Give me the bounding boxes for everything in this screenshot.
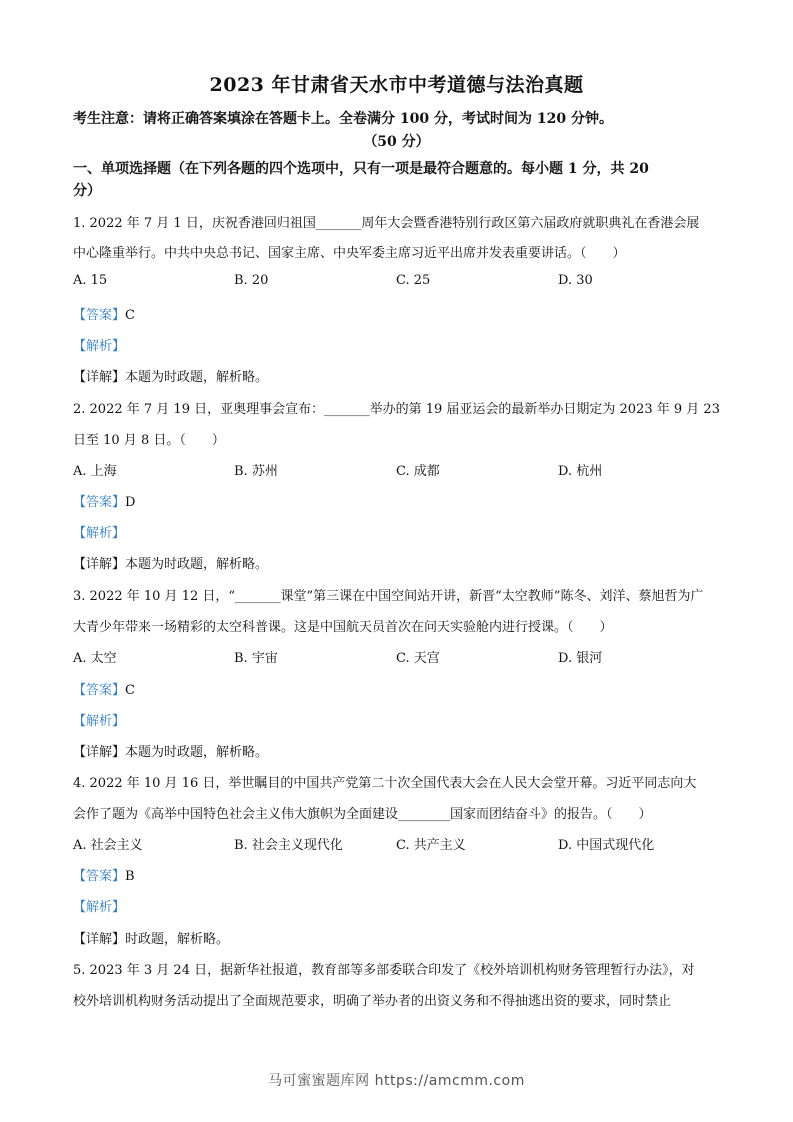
question-2-line-2: 日至 10 月 8 日。（ ） [73, 433, 225, 448]
detail-label: 【详解】 [73, 932, 126, 947]
option-d: D. 银河 [558, 651, 603, 666]
detail-label: 【详解】 [73, 745, 126, 760]
option-c: C. 25 [396, 273, 431, 288]
question-4-analysis [73, 896, 733, 915]
answer-value: C [125, 308, 135, 323]
answer-tag: 【答案】 [73, 308, 126, 323]
option-c: C. 天宫 [396, 651, 440, 666]
question-2-line-1: 2. 2022 年 7 月 19 日，亚奥理事会宣布：_______举办的第 19 届亚运会的最新举办日期定为 2023 年 9 月 23 [73, 402, 720, 417]
question-5-line-2: 校外培训机构财务活动提出了全面规范要求，明确了举办者的出资义务和不得抽逃出资的要求，同时禁止 [73, 994, 672, 1009]
option-c: C. 成都 [396, 464, 440, 479]
analysis-tag: 【解析】 [73, 526, 126, 541]
question-2-answer [73, 491, 733, 510]
score-note: （50 分） [363, 134, 430, 150]
site-watermark: 马可蜜蜜题库网 https://amcmm.com [268, 1073, 525, 1089]
question-3-line-1: 3. 2022 年 10 月 12 日，“_______课堂”第三课在中国空间站开讲，新晋“太空教师”陈冬、刘洋、蔡旭哲为广 [73, 589, 704, 604]
option-a: A. 15 [73, 273, 108, 288]
question-2-analysis [73, 522, 733, 541]
question-1-line-2: 中心隆重举行。中共中央总书记、国家主席、中央军委主席习近平出席并发表重要讲话。（ ） [73, 246, 626, 261]
option-b: B. 社会主义现代化 [234, 838, 343, 853]
option-d: D. 中国式现代化 [558, 838, 655, 853]
answer-value: D [125, 495, 136, 510]
question-1-line-1: 1. 2022 年 7 月 1 日，庆祝香港回归祖国_______周年大会暨香港特别行政区第六届政府就职典礼在香港会展 [73, 216, 700, 231]
option-b: B. 宇宙 [234, 651, 278, 666]
question-1-analysis [73, 335, 733, 354]
option-c: C. 共产主义 [396, 838, 466, 853]
option-b: B. 20 [234, 273, 269, 288]
option-d: D. 杭州 [558, 464, 603, 479]
detail-text: 本题为时政题，解析略。 [125, 745, 269, 760]
option-a: A. 上海 [73, 464, 117, 479]
section-heading-cont: 分） [73, 183, 101, 199]
answer-tag: 【答案】 [73, 683, 126, 698]
analysis-tag: 【解析】 [73, 714, 126, 729]
detail-label: 【详解】 [73, 370, 126, 385]
analysis-tag: 【解析】 [73, 900, 126, 915]
exam-notice: 考生注意：请将正确答案填涂在答题卡上。全卷满分 100 分，考试时间为 120 分钟。 [73, 111, 613, 127]
question-3-detail [73, 741, 733, 760]
option-b: B. 苏州 [234, 464, 278, 479]
question-5-line-1: 5. 2023 年 3 月 24 日，据新华社报道，教育部等多部委联合印发了《校外培训机构财务管理暂行办法》，对 [73, 963, 695, 978]
option-a: A. 太空 [73, 651, 117, 666]
section-heading: 一、单项选择题（在下列各题的四个选项中，只有一项是最符合题意的。每小题 1 分，共 20 [73, 161, 649, 177]
detail-text: 本题为时政题，解析略。 [125, 557, 269, 572]
question-4-detail [73, 928, 733, 947]
answer-value: C [125, 683, 135, 698]
question-4-line-2: 会作了题为《高举中国特色社会主义伟大旗帜为全面建设________国家而团结奋斗》的报告。（ ） [73, 807, 652, 822]
question-2-detail [73, 553, 733, 572]
question-4-line-1: 4. 2022 年 10 月 16 日，举世瞩目的中国共产党第二十次全国代表大会在人民大会堂开幕。习近平同志向大 [73, 776, 697, 791]
answer-tag: 【答案】 [73, 495, 126, 510]
question-4-answer [73, 865, 733, 884]
answer-tag: 【答案】 [73, 869, 126, 884]
option-d: D. 30 [558, 273, 593, 288]
option-a: A. 社会主义 [73, 838, 143, 853]
question-1-answer [73, 304, 733, 323]
question-3-answer [73, 679, 733, 698]
question-3-analysis [73, 710, 733, 729]
question-3-line-2: 大青少年带来一场精彩的太空科普课。这是中国航天员首次在问天实验舱内进行授课。（ ） [73, 620, 613, 635]
page-title: 2023 年甘肃省天水市中考道德与法治真题 [209, 74, 584, 96]
question-1-detail [73, 366, 733, 385]
answer-value: B [125, 869, 135, 884]
detail-text: 本题为时政题，解析略。 [125, 370, 269, 385]
analysis-tag: 【解析】 [73, 339, 126, 354]
detail-label: 【详解】 [73, 557, 126, 572]
detail-text: 时政题，解析略。 [125, 932, 230, 947]
